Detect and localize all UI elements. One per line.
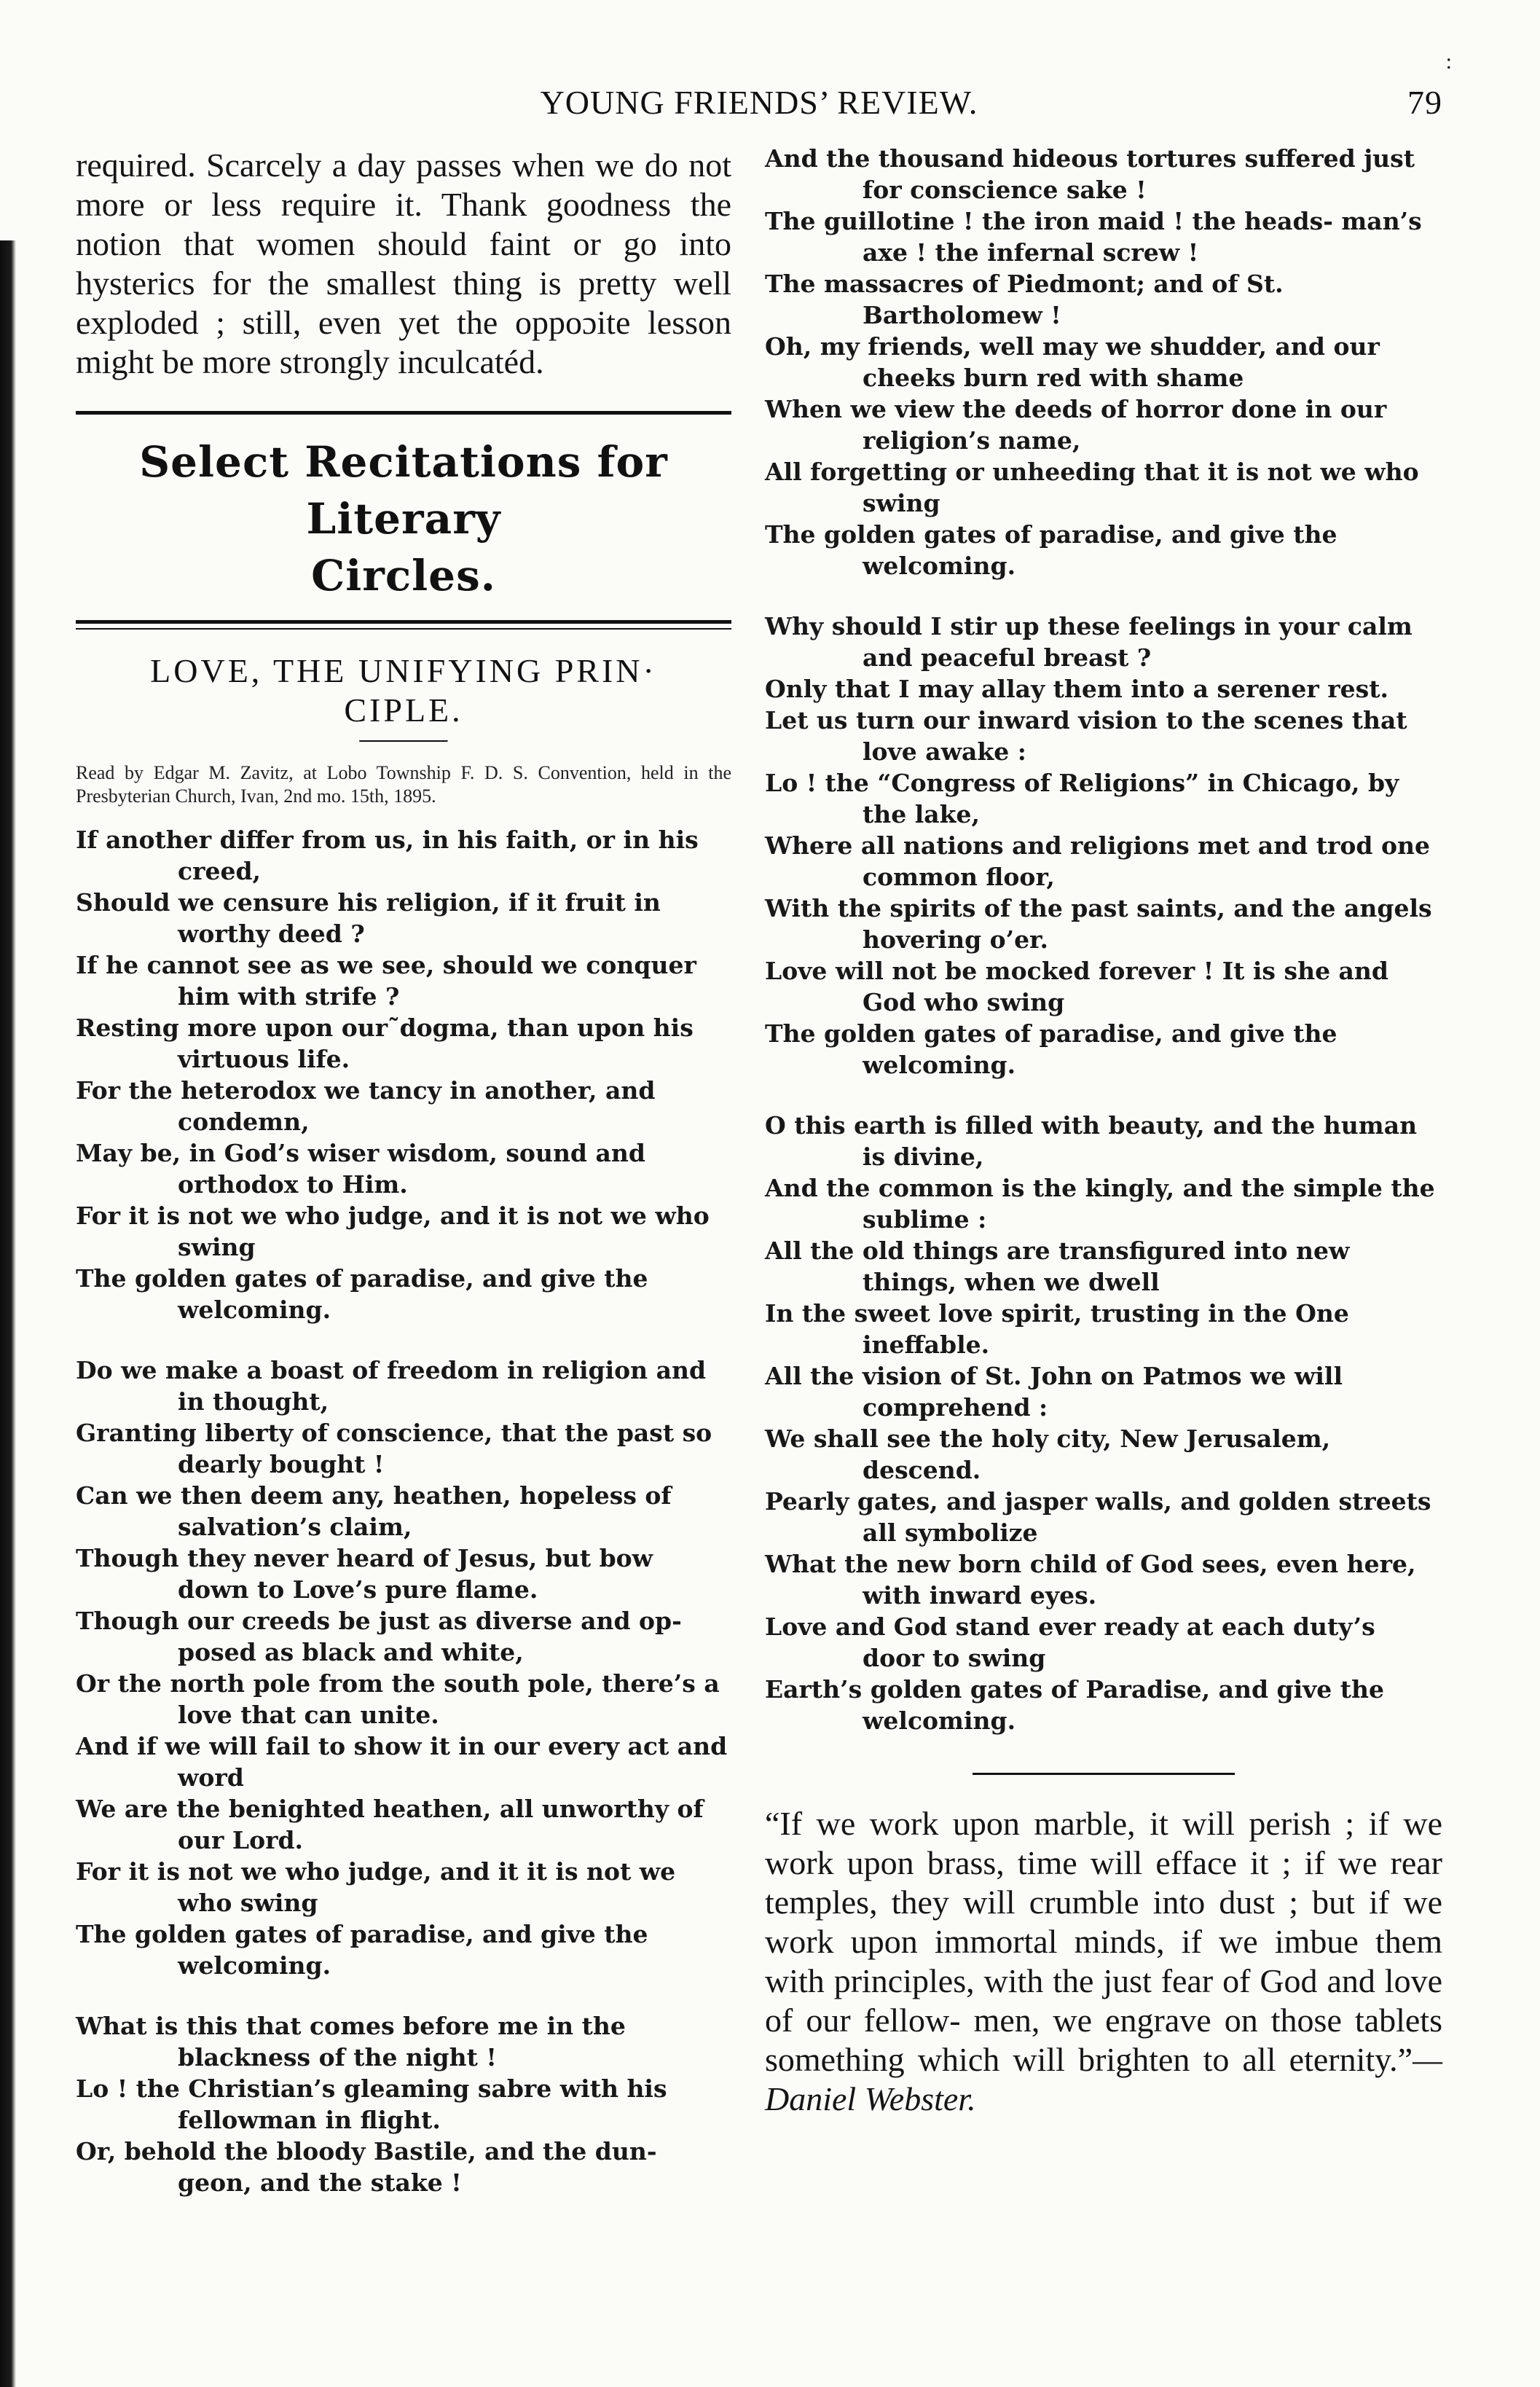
poem-line: The guillotine ! the iron maid ! the heads- man’s axe ! the infernal screw ! [765,207,1422,267]
quote-separator [973,1773,1235,1775]
poem-line: What is this that comes before me in the blackness of the night ! [76,2012,626,2072]
page-number: 79 [1407,84,1442,121]
poem-credit: Read by Edgar M. Zavitz, at Lobo Township F. D. S. Convention, held in the Presbyterian Church, Ivan, 2nd mo. 15th, 1895. [76,762,731,807]
poem-line: Or the north pole from the south pole, there’s a love that can unite. [76,1669,720,1729]
section-rule-thin [76,628,731,630]
poem-line: Only that I may allay them into a serener rest. [765,675,1388,703]
stanza-2 [76,1355,731,1981]
poem-line: Love and God stand ever ready at each duty’s door to swing [765,1612,1375,1672]
poem-line: Though they never heard of Jesus, but bow down to Love’s pure flame. [76,1544,653,1604]
poem-line: Should we censure his religion, if it fruit in worthy deed ? [76,888,661,948]
poem-line: All the old things are transfigured into new things, when we dwell [765,1236,1350,1296]
poem-line: With the spirits of the past saints, and the angels hovering o’er. [765,894,1432,954]
poem-line: We are the benighted heathen, all unworthy of our Lord. [76,1795,704,1854]
poem-line: Love will not be mocked forever ! It is she and God who swing [765,957,1389,1016]
section-rule-bottom [76,620,731,624]
poem-line: What the new born child of God sees, even here, with inward eyes. [765,1550,1416,1610]
poem-line: The massacres of Piedmont; and of St. Bartholomew ! [765,270,1284,329]
stanza-5 [765,1110,1442,1736]
poem-line: May be, in God’s wiser wisdom, sound and orthodox to Him. [76,1139,645,1199]
poem-line: Do we make a boast of freedom in religion and in thought, [76,1356,707,1416]
poem-line: Can we then deem any, heathen, hopeless of salvation’s claim, [76,1481,672,1541]
poem-line: And the thousand hideous tortures suffered just for conscience sake ! [765,144,1415,204]
poem-line: Oh, my friends, well may we shudder, and our cheeks burn red with shame [765,332,1380,392]
poem-title [76,651,731,730]
poem-line: Where all nations and religions met and trod one common floor, [765,831,1430,891]
section-title-line-2: Circles. [311,551,496,600]
poem-line: The golden gates of paradise, and give the welcoming. [765,520,1337,580]
section-rule-top [76,411,731,415]
poem-line: For it is not we who judge, and it it is not we who swing [76,1857,676,1917]
intro-paragraph: required. Scarcely a day passes when we do not more or less require it. Thank goodness the notion that women should faint or go into hysterics for the smallest thing is pretty well exploded ; still, even yet the oppoɔite lesson might be more strongly inculcatéd. [76,146,731,380]
poem-line: For the heterodox we tancy in another, and condemn, [76,1076,656,1136]
poem-line: Why should I stir up these feelings in your calm and peaceful breast ? [765,612,1413,672]
poem-line: And if we will fail to show it in our every act and word [76,1732,728,1792]
poem-line: All forgetting or unheeding that it is not we who swing [765,458,1419,517]
webster-quote [765,1804,1442,2119]
stanza-3-continued [765,143,1442,581]
poem-line: Pearly gates, and jasper walls, and golden streets all symbolize [765,1487,1431,1547]
poem-line: Or, behold the bloody Bastile, and the dun- geon, and the stake ! [76,2137,657,2197]
title-divider [359,740,448,742]
stanza-3 [76,2010,731,2198]
poem-line: Let us turn our inward vision to the scenes that love awake : [765,706,1407,766]
poem-line: O this earth is filled with beauty, and the human is divine, [765,1111,1418,1171]
running-header [76,50,1453,130]
poem-title-line-1: LOVE, THE UNIFYING PRIN· [150,652,657,689]
section-title [76,434,731,604]
poem-line: If he cannot see as we see, should we conquer him with strife ? [76,951,696,1011]
poem-line: The golden gates of paradise, and give the welcoming. [765,1019,1337,1079]
section-title-line-1: Select Recitations for Literary [139,437,668,544]
right-column [765,143,1442,2119]
poem-line: Earth’s golden gates of Paradise, and give the welcoming. [765,1675,1385,1735]
poem-line: Lo ! the Christian’s gleaming sabre with his fellowman in flight. [76,2074,667,2134]
journal-title: YOUNG FRIENDS’ REVIEW. [540,84,978,121]
poem-line: Lo ! the “Congress of Religions” in Chicago, by the lake, [765,769,1399,828]
poem-line: We shall see the holy city, New Jerusalem, descend. [765,1424,1331,1484]
poem-line: When we view the deeds of horror done in our religion’s name, [765,395,1387,455]
poem-line: Resting more upon our˜dogma, than upon his virtuous life. [76,1014,694,1073]
left-column [76,146,731,2227]
poem-line: For it is not we who judge, and it is not we who swing [76,1202,710,1261]
poem-title-line-2: CIPLE. [344,691,463,729]
poem-line: Though our creeds be just as diverse and op- posed as black and white, [76,1607,682,1666]
quote-author: —Daniel Webster. [765,2041,1442,2117]
poem-line: All the vision of St. John on Patmos we will comprehend : [765,1362,1343,1422]
poem-line: The golden gates of paradise, and give the welcoming. [76,1264,648,1324]
stanza-4 [765,611,1442,1081]
poem-line: The golden gates of paradise, and give the welcoming. [76,1920,648,1980]
poem-line: Granting liberty of conscience, that the past so dearly bought ! [76,1419,712,1478]
binding-shadow [0,240,16,2387]
stanza-1 [76,824,731,1325]
poem-line: In the sweet love spirit, trusting in the One ineffable. [765,1299,1349,1359]
quote-text: “If we work upon marble, it will perish ; if we work upon brass, time will efface it ; if we rear temples, they will crumble into dust ; but if we work upon immortal minds, if we imbue them with principles, with the just fear of God and love of our fellow- men, we engrave on those tablets something which will brighten to all eternity.” [765,1805,1442,2078]
poem-line: If another differ from us, in his faith, or in his creed, [76,826,699,885]
corner-mark: : [1445,50,1453,74]
poem-line: And the common is the kingly, and the simple the sublime : [765,1174,1435,1234]
